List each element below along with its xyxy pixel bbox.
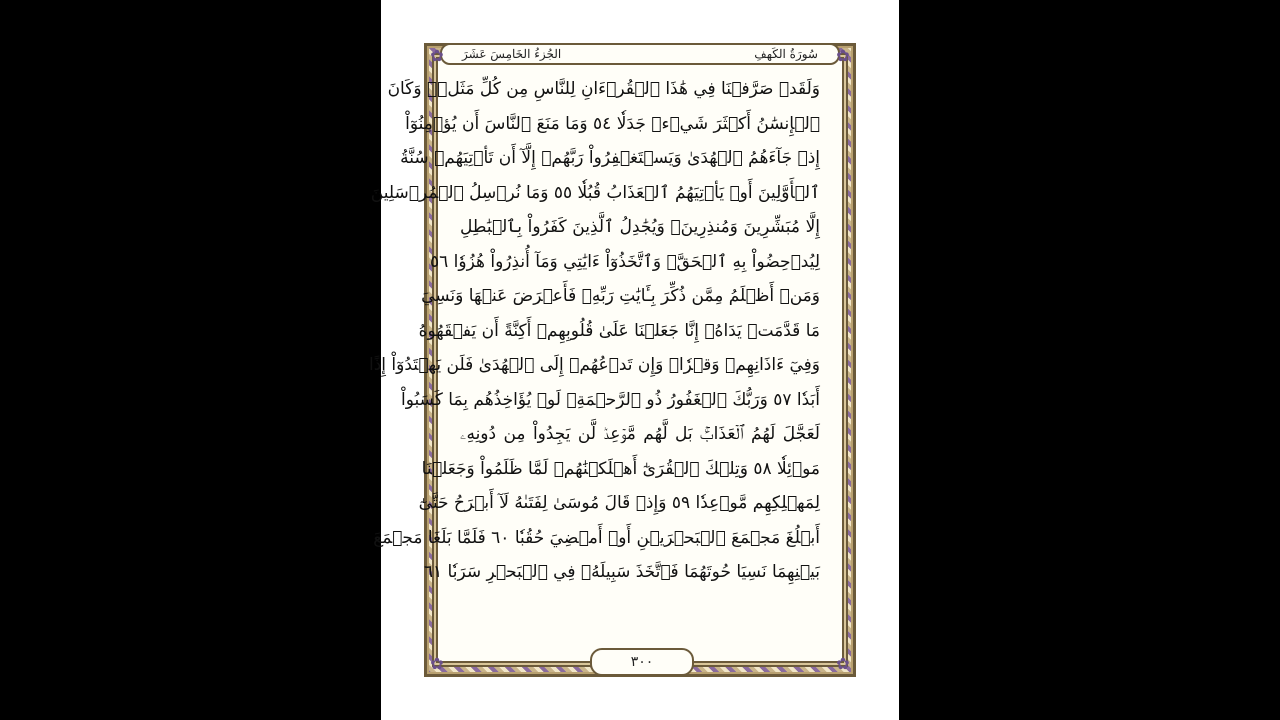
text-line-14: أَبۡلُغَ مَجۡمَعَ ٱلۡبَحۡرَيۡنِ أَوۡ أَمۡضِيَ حُقُبٗا ٦٠ فَلَمَّا بَلَغَا مَجۡمَعَ	[373, 527, 820, 548]
text-line-8: مَا قَدَّمَتۡ يَدَاهُۚ إِنَّا جَعَلۡنَا عَلَىٰ قُلُوبِهِمۡ أَكِنَّةً أَن يَفۡقَهُوهُ	[418, 320, 820, 341]
corner-ornament-icon: ✿	[430, 46, 444, 65]
text-line-9: وَفِيٓ ءَاذَانِهِمۡ وَقۡرٗاۖ وَإِن تَدۡعُهُمۡ إِلَى ٱلۡهُدَىٰ فَلَن يَهۡتَدُوٓاْ إِذًا	[368, 355, 820, 375]
text-line-12: مَوۡئِلٗا ٥٨ وَتِلۡكَ ٱلۡقُرَىٰٓ أَهۡلَكۡنَٰهُمۡ لَمَّا ظَلَمُواْ وَجَعَلۡنَا	[421, 458, 820, 479]
text-line-1: وَلَقَدۡ صَرَّفۡنَا فِي هَٰذَا ٱلۡقُرۡءَانِ لِلنَّاسِ مِن كُلِّ مَثَلٖۚ وَكَانَ	[387, 79, 820, 99]
corner-ornament-icon: ✿	[836, 654, 850, 673]
text-line-15: بَيۡنِهِمَا نَسِيَا حُوتَهُمَا فَٱتَّخَذَ سَبِيلَهُۥ فِي ٱلۡبَحۡرِ سَرَبٗا ٦١	[423, 562, 820, 582]
text-line-3: إِذۡ جَآءَهُمُ ٱلۡهُدَىٰ وَيَسۡتَغۡفِرُواْ رَبَّهُمۡ إِلَّآ أَن تَأۡتِيَهُمۡ سُنَّةُ	[400, 148, 820, 168]
text-line-7: وَمَنۡ أَظۡلَمُ مِمَّن ذُكِّرَ بِـَٔايَٰتِ رَبِّهِۦ فَأَعۡرَضَ عَنۡهَا وَنَسِيَ	[421, 286, 820, 306]
text-line-2: ٱلۡإِنسَٰنُ أَكۡثَرَ شَيۡءٖ جَدَلٗا ٥٤ وَمَا مَنَعَ ٱلنَّاسَ أَن يُؤۡمِنُوٓاْ	[405, 113, 820, 134]
text-line-6: لِيُدۡحِضُواْ بِهِ ٱلۡحَقَّۖ وَٱتَّخَذُوٓاْ ءَايَٰتِي وَمَآ أُنذِرُواْ هُزُوٗا ٥٦	[430, 251, 820, 272]
page-header	[440, 43, 840, 65]
juz-name: الجُزءُ الخَامِسَ عَشَرَ	[462, 47, 562, 61]
text-line-4: ٱلۡأَوَّلِينَ أَوۡ يَأۡتِيَهُمُ ٱلۡعَذَابُ قُبُلٗا ٥٥ وَمَا نُرۡسِلُ ٱلۡمُرۡسَلِينَ	[370, 182, 820, 203]
corner-ornament-icon: ✿	[430, 654, 444, 673]
surah-name: سُورَةُ الكَهفِ	[754, 47, 818, 61]
page-number-label: ٣٠٠	[630, 654, 654, 670]
verse-text	[368, 72, 820, 632]
text-line-10: أَبَدٗا ٥٧ وَرَبُّكَ ٱلۡغَفُورُ ذُو ٱلرَّحۡمَةِۖ لَوۡ يُؤَاخِذُهُم بِمَا كَسَبُواْ	[400, 389, 820, 410]
page-number	[590, 648, 694, 676]
text-line-11: لَعَجَّلَ لَهُمُ ٱلۡعَذَابَۚ بَل لَّهُم مَّوۡعِدٞ لَّن يَجِدُواْ مِن دُونِهِۦ	[460, 424, 820, 444]
text-line-5: إِلَّا مُبَشِّرِينَ وَمُنذِرِينَۚ وَيُجَٰدِلُ ٱلَّذِينَ كَفَرُواْ بِٱلۡبَٰطِلِ	[460, 217, 820, 237]
text-line-13: لِمَهۡلِكِهِم مَّوۡعِدٗا ٥٩ وَإِذۡ قَالَ مُوسَىٰ لِفَتَىٰهُ لَآ أَبۡرَحُ حَتَّىٰٓ	[418, 493, 820, 513]
corner-ornament-icon: ✿	[836, 46, 850, 65]
